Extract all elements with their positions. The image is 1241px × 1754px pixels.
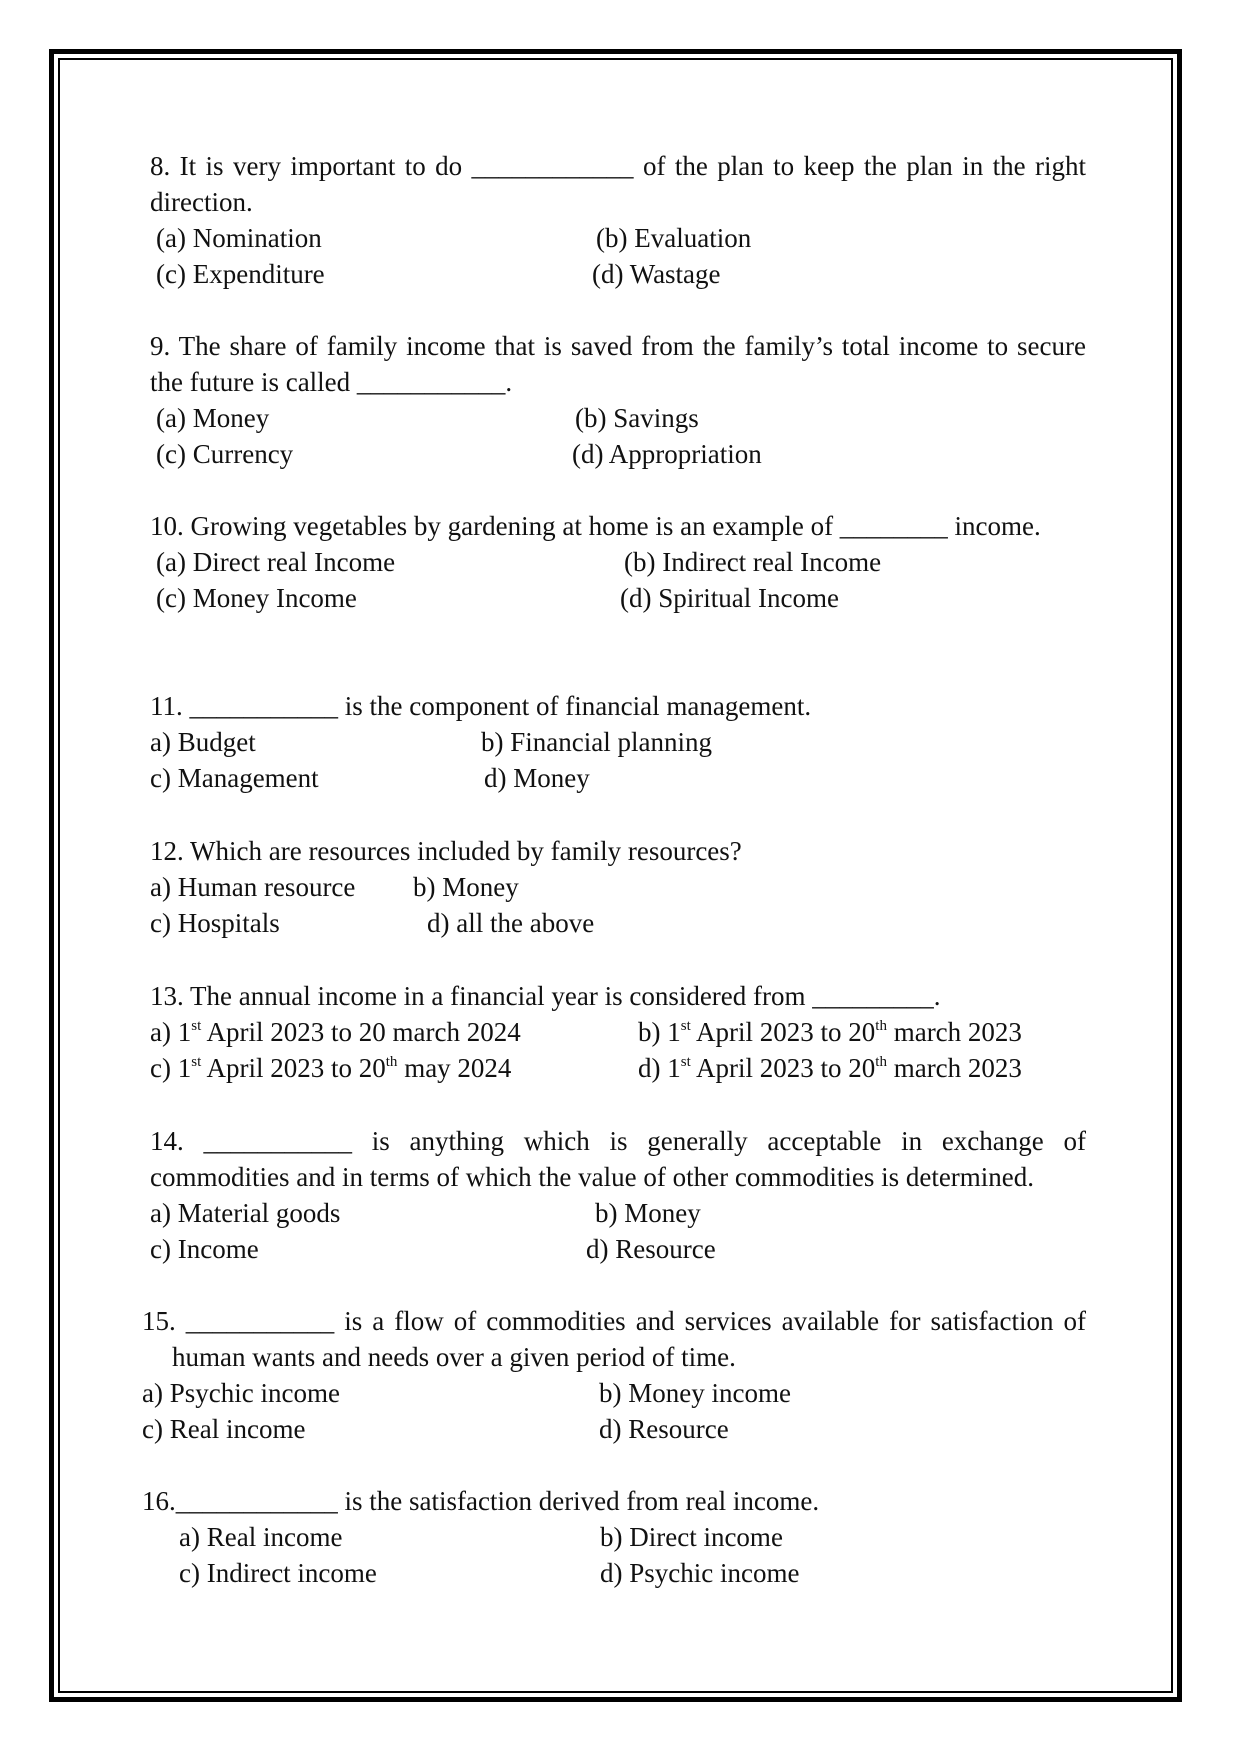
option-a: a) Material goods — [150, 1198, 341, 1228]
question-10 — [150, 508, 1086, 616]
question-12 — [150, 833, 1086, 941]
option-b: b) Money income — [599, 1378, 791, 1408]
option-b: b) Money — [413, 872, 519, 902]
option-b: b) Financial planning — [481, 727, 712, 757]
question-text: 16.____________ is the satisfaction derived from real income. — [142, 1486, 820, 1516]
option-b: b) Direct income — [600, 1522, 783, 1552]
option-c: c) Income — [150, 1234, 259, 1264]
option-c: (c) Money Income — [156, 583, 357, 613]
option-c: c) Hospitals — [150, 908, 280, 938]
question-11 — [150, 688, 1086, 796]
option-b: b) Money — [595, 1198, 701, 1228]
question-text: 12. Which are resources included by family resources? — [150, 836, 742, 866]
question-text: 10. Growing vegetables by gardening at home is an example of ________ income. — [150, 511, 1041, 541]
option-d: d) all the above — [427, 908, 595, 938]
option-b: (b) Savings — [575, 403, 699, 433]
option-a: a) Psychic income — [142, 1378, 340, 1408]
option-d: d) Psychic income — [600, 1558, 800, 1588]
option-c: (c) Expenditure — [156, 259, 325, 289]
option-d: (d) Wastage — [592, 259, 721, 289]
question-15 — [142, 1303, 1086, 1447]
option-c: c) Management — [150, 763, 319, 793]
option-b: b) 1st April 2023 to 20th march 2023 — [638, 1017, 1022, 1047]
option-c: c) 1st April 2023 to 20th may 2024 — [150, 1053, 512, 1083]
option-d: d) 1st April 2023 to 20th march 2023 — [638, 1053, 1022, 1083]
question-9 — [150, 328, 1086, 472]
option-c: (c) Currency — [156, 439, 294, 469]
question-8 — [150, 148, 1086, 292]
option-a: a) Human resource — [150, 872, 356, 902]
option-c: c) Real income — [142, 1414, 306, 1444]
option-a: a) Real income — [179, 1522, 343, 1552]
question-13 — [150, 978, 1086, 1086]
option-d: d) Resource — [586, 1234, 716, 1264]
option-a: a) 1st April 2023 to 20 march 2024 — [150, 1017, 521, 1047]
question-16 — [142, 1483, 1086, 1591]
option-c: c) Indirect income — [179, 1558, 377, 1588]
option-a: (a) Direct real Income — [156, 547, 396, 577]
option-b: (b) Evaluation — [596, 223, 752, 253]
option-d: d) Money — [484, 763, 590, 793]
option-a: (a) Money — [156, 403, 270, 433]
question-text: 9. The share of family income that is saved from the family’s total income to secure the future is called ___________. — [150, 331, 1086, 397]
option-d: d) Resource — [599, 1414, 729, 1444]
question-text: 15. ___________ is a flow of commodities and services available for satisfaction of human wants and needs over a given period of time. — [142, 1306, 1086, 1372]
option-a: (a) Nomination — [156, 223, 322, 253]
option-a: a) Budget — [150, 727, 256, 757]
question-14 — [150, 1123, 1086, 1267]
option-b: (b) Indirect real Income — [624, 547, 882, 577]
option-d: (d) Appropriation — [572, 439, 762, 469]
question-text: 13. The annual income in a financial year is considered from _________. — [150, 981, 941, 1011]
question-text: 11. ___________ is the component of financial management. — [150, 691, 812, 721]
question-text: 8. It is very important to do ____________ of the plan to keep the plan in the right direction. — [150, 151, 1086, 217]
question-text: 14. ___________ is anything which is generally acceptable in exchange of commodities and in terms of which the value of other commodities is determined. — [150, 1126, 1086, 1192]
option-d: (d) Spiritual Income — [620, 583, 839, 613]
